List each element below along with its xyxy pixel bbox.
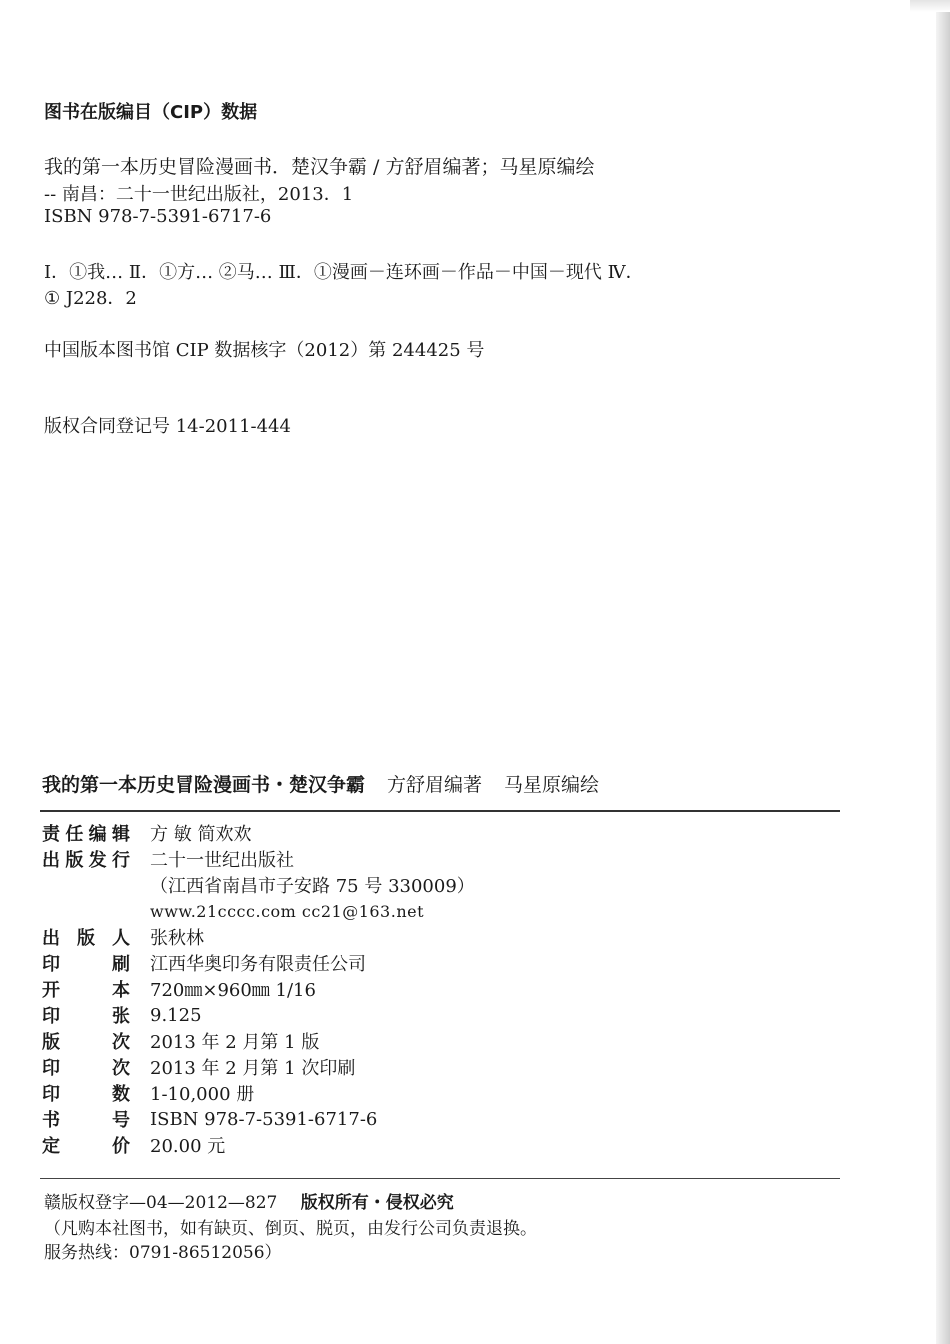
footer-registration-line	[44, 1188, 454, 1213]
footer-note: （凡购本社图书，如有缺页、倒页、脱页，由发行公司负责退换。	[44, 1219, 537, 1239]
row-value: ISBN 978-7-5391-6717-6	[150, 1108, 378, 1130]
row-value: 1-10,000 册	[150, 1084, 255, 1105]
row-key: 书 号	[42, 1110, 130, 1131]
cip-classification-line1: Ⅰ．①我… Ⅱ．①方… ②马… Ⅲ．①漫画－连环画－作品－中国－现代 Ⅳ．	[44, 262, 644, 283]
bottom-divider	[40, 1178, 840, 1179]
colophon-row-publisher	[42, 924, 842, 950]
colophon-title-line	[42, 770, 599, 797]
row-key: 开 本	[42, 980, 130, 1001]
row-key: 印 刷	[42, 954, 130, 975]
colophon-row-editor	[42, 820, 842, 846]
row-value: 方 敏 简欢欢	[150, 824, 252, 845]
row-key: 责 任 编 辑	[42, 824, 130, 845]
footer-rights: 版权所有・侵权必究	[300, 1193, 454, 1213]
colophon-row-print-run	[42, 1080, 842, 1106]
row-key: 出 版 人	[42, 928, 130, 949]
cip-title-line: 我的第一本历史冒险漫画书．楚汉争霸 / 方舒眉编著；马星原编绘	[44, 156, 595, 178]
colophon-row-sheets	[42, 1002, 842, 1028]
row-value: 720㎜×960㎜ 1/16	[150, 980, 316, 1001]
cip-isbn-line: ISBN 978-7-5391-6717-6	[44, 206, 272, 227]
top-divider	[40, 810, 840, 812]
row-value: 二十一世纪出版社	[150, 850, 294, 871]
row-value: 江西华奥印务有限责任公司	[150, 954, 366, 975]
corner-shadow	[910, 0, 950, 12]
colophon-row-distribution	[42, 846, 842, 872]
colophon-table	[42, 820, 842, 1158]
row-value: 2013 年 2 月第 1 版	[150, 1032, 320, 1053]
row-value: 2013 年 2 月第 1 次印刷	[150, 1058, 356, 1079]
cip-library-line: 中国版本图书馆 CIP 数据核字（2012）第 244425 号	[44, 340, 485, 361]
illustrator: 马星原编绘	[504, 774, 600, 796]
row-value: 张秋林	[150, 928, 204, 949]
row-key: 版 次	[42, 1032, 130, 1053]
colophon-row-edition	[42, 1028, 842, 1054]
colophon-row-price	[42, 1132, 842, 1158]
footer-reg-number: 赣版权登字—04—2012—827	[44, 1193, 278, 1213]
book-title: 我的第一本历史冒险漫画书・楚汉争霸	[42, 774, 366, 796]
row-value: 20.00 元	[150, 1136, 226, 1157]
page-edge-shadow	[936, 0, 950, 1344]
cip-classification-line2: ① J228．2	[44, 288, 137, 309]
colophon-row-format	[42, 976, 842, 1002]
cip-publisher-line: -- 南昌：二十一世纪出版社，2013．1	[44, 184, 354, 205]
row-key: 出 版 发 行	[42, 850, 130, 871]
row-key: 印 张	[42, 1006, 130, 1027]
author: 方舒眉编著	[387, 774, 483, 796]
colophon-row-printer	[42, 950, 842, 976]
row-key: 定 价	[42, 1136, 130, 1157]
footer-hotline: 服务热线：0791-86512056）	[44, 1243, 282, 1263]
colophon-web: www.21cccc.com cc21@163.net	[150, 901, 425, 921]
colophon-address: （江西省南昌市子安路 75 号 330009）	[150, 876, 475, 897]
copyright-registration: 版权合同登记号 14-2011-444	[44, 416, 291, 437]
colophon-row-isbn	[42, 1106, 842, 1132]
row-key: 印 次	[42, 1058, 130, 1079]
row-key: 印 数	[42, 1084, 130, 1105]
colophon-row-printing	[42, 1054, 842, 1080]
cip-heading: 图书在版编目（CIP）数据	[44, 102, 258, 123]
row-value: 9.125	[150, 1004, 202, 1026]
